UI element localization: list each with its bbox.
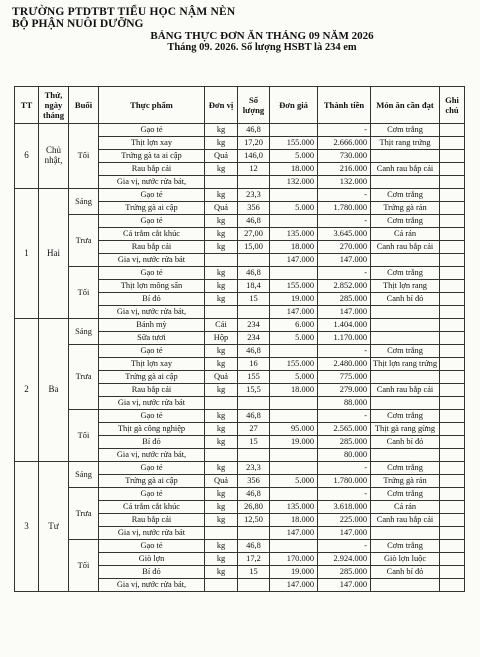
column-header: Món ăn cần đạt xyxy=(371,87,440,124)
column-header: Buổi xyxy=(69,87,99,124)
total-amount: 270.000 xyxy=(318,241,371,254)
unit: Quả xyxy=(205,150,238,163)
note xyxy=(440,501,465,514)
food-item: Thịt lợn mông sấn xyxy=(99,280,205,293)
unit-price: 5.000 xyxy=(270,371,318,384)
unit: kg xyxy=(205,384,238,397)
day-name: Hai xyxy=(39,189,69,319)
school-name: TRƯỜNG PTDTBT TIỂU HỌC NẬM NÈN xyxy=(12,6,236,18)
total-amount: 88.000 xyxy=(318,397,371,410)
note xyxy=(440,384,465,397)
column-header: Ghi chú xyxy=(440,87,465,124)
unit: Quả xyxy=(205,475,238,488)
food-item: Gia vị, nước rửa bát, xyxy=(99,449,205,462)
unit-price: 19.000 xyxy=(270,436,318,449)
quantity: 12,50 xyxy=(238,514,270,527)
total-amount: 147.000 xyxy=(318,306,371,319)
total-amount: 775.000 xyxy=(318,371,371,384)
quantity: 356 xyxy=(238,475,270,488)
food-item: Cá trắm cắt khúc xyxy=(99,228,205,241)
unit-price xyxy=(270,215,318,228)
unit: kg xyxy=(205,566,238,579)
note xyxy=(440,137,465,150)
food-item: Gạo tẻ xyxy=(99,462,205,475)
meal-session: Sáng xyxy=(69,462,99,488)
unit-price: 18.000 xyxy=(270,384,318,397)
unit-price: 147.000 xyxy=(270,527,318,540)
food-item: Rau bắp cải xyxy=(99,241,205,254)
document-header xyxy=(12,6,472,54)
note xyxy=(440,280,465,293)
food-item: Rau bắp cải xyxy=(99,163,205,176)
unit-price xyxy=(270,488,318,501)
unit-price: 135.000 xyxy=(270,228,318,241)
unit xyxy=(205,449,238,462)
note xyxy=(440,462,465,475)
note xyxy=(440,488,465,501)
note xyxy=(440,345,465,358)
unit: kg xyxy=(205,137,238,150)
food-item: Gạo tẻ xyxy=(99,488,205,501)
note xyxy=(440,579,465,592)
quantity: 46,8 xyxy=(238,124,270,137)
quantity xyxy=(238,397,270,410)
meal-session: Tối xyxy=(69,540,99,592)
dish-name xyxy=(371,332,440,345)
unit-price: 19.000 xyxy=(270,293,318,306)
day-number: 6 xyxy=(15,124,39,189)
dish-name: Cơm trắng xyxy=(371,540,440,553)
unit-price: 19.000 xyxy=(270,566,318,579)
unit: kg xyxy=(205,553,238,566)
table-row xyxy=(15,540,465,553)
unit-price: 5.000 xyxy=(270,475,318,488)
table-row xyxy=(15,462,465,475)
menu-table xyxy=(14,86,465,592)
unit-price xyxy=(270,189,318,202)
food-item: Gia vị, nước rửa bát xyxy=(99,527,205,540)
quantity: 234 xyxy=(238,319,270,332)
note xyxy=(440,267,465,280)
table-row xyxy=(15,488,465,501)
note xyxy=(440,540,465,553)
total-amount: - xyxy=(318,215,371,228)
dish-name: Canh rau bắp cải xyxy=(371,514,440,527)
dish-name: Canh bí đỏ xyxy=(371,436,440,449)
unit-price: 18.000 xyxy=(270,241,318,254)
total-amount: 285.000 xyxy=(318,293,371,306)
unit: kg xyxy=(205,345,238,358)
food-item: Bí đỏ xyxy=(99,436,205,449)
day-name: Chủ nhật, xyxy=(39,124,69,189)
quantity: 15 xyxy=(238,566,270,579)
unit-price: 155.000 xyxy=(270,137,318,150)
total-amount: 1.170.000 xyxy=(318,332,371,345)
note xyxy=(440,423,465,436)
unit: kg xyxy=(205,241,238,254)
food-item: Rau bắp cải xyxy=(99,514,205,527)
column-header: Đơn vị xyxy=(205,87,238,124)
food-item: Trứng gà ta ai cập xyxy=(99,150,205,163)
note xyxy=(440,215,465,228)
quantity: 17,20 xyxy=(238,137,270,150)
unit: kg xyxy=(205,267,238,280)
unit: kg xyxy=(205,215,238,228)
food-item: Gia vị, nước rửa bát, xyxy=(99,306,205,319)
food-item: Gạo tẻ xyxy=(99,540,205,553)
unit: kg xyxy=(205,163,238,176)
dish-name: Canh rau bắp cải xyxy=(371,384,440,397)
unit-price xyxy=(270,124,318,137)
note xyxy=(440,163,465,176)
quantity: 46,8 xyxy=(238,488,270,501)
total-amount: 3.645.000 xyxy=(318,228,371,241)
meal-session: Tối xyxy=(69,410,99,462)
quantity xyxy=(238,176,270,189)
dish-name: Cơm trắng xyxy=(371,462,440,475)
column-header: Thành tiền xyxy=(318,87,371,124)
food-item: Bí đỏ xyxy=(99,566,205,579)
unit-price: 155.000 xyxy=(270,358,318,371)
total-amount: - xyxy=(318,124,371,137)
menu-table-body xyxy=(15,124,465,592)
unit-price: 147.000 xyxy=(270,254,318,267)
food-item: Gạo tẻ xyxy=(99,345,205,358)
food-item: Gạo tẻ xyxy=(99,189,205,202)
unit: kg xyxy=(205,410,238,423)
unit: kg xyxy=(205,423,238,436)
unit-price xyxy=(270,462,318,475)
quantity: 15,5 xyxy=(238,384,270,397)
unit xyxy=(205,306,238,319)
food-item: Gia vị, nước rửa bát, xyxy=(99,579,205,592)
meal-session: Trưa xyxy=(69,488,99,540)
quantity: 26,80 xyxy=(238,501,270,514)
dish-name xyxy=(371,371,440,384)
note xyxy=(440,124,465,137)
note xyxy=(440,202,465,215)
day-number: 2 xyxy=(15,319,39,462)
note xyxy=(440,306,465,319)
food-item: Gạo tẻ xyxy=(99,267,205,280)
total-amount: 147.000 xyxy=(318,579,371,592)
dish-name xyxy=(371,150,440,163)
total-amount: 147.000 xyxy=(318,254,371,267)
quantity: 17,2 xyxy=(238,553,270,566)
dish-name: Canh bí đỏ xyxy=(371,293,440,306)
note xyxy=(440,566,465,579)
dish-name xyxy=(371,397,440,410)
total-amount: - xyxy=(318,189,371,202)
quantity: 27 xyxy=(238,423,270,436)
quantity: 46,8 xyxy=(238,267,270,280)
column-header: Thực phẩm xyxy=(99,87,205,124)
dish-name xyxy=(371,254,440,267)
unit-price xyxy=(270,449,318,462)
quantity xyxy=(238,254,270,267)
unit: kg xyxy=(205,540,238,553)
meal-session: Trưa xyxy=(69,215,99,267)
quantity xyxy=(238,579,270,592)
quantity: 18,4 xyxy=(238,280,270,293)
meal-session: Tối xyxy=(69,124,99,189)
note xyxy=(440,449,465,462)
note xyxy=(440,228,465,241)
table-row xyxy=(15,345,465,358)
food-item: Gia vị, nước rửa bát xyxy=(99,254,205,267)
dish-name: Cá rán xyxy=(371,501,440,514)
note xyxy=(440,436,465,449)
unit-price: 18.000 xyxy=(270,514,318,527)
dish-name: Canh rau bắp cải xyxy=(371,163,440,176)
food-item: Thịt lợn xay xyxy=(99,358,205,371)
column-header: Số lượng xyxy=(238,87,270,124)
total-amount: 285.000 xyxy=(318,566,371,579)
dish-name: Cơm trắng xyxy=(371,345,440,358)
quantity: 356 xyxy=(238,202,270,215)
food-item: Rau bắp cải xyxy=(99,384,205,397)
unit-price: 147.000 xyxy=(270,579,318,592)
unit-price xyxy=(270,540,318,553)
note xyxy=(440,397,465,410)
note xyxy=(440,319,465,332)
note xyxy=(440,371,465,384)
total-amount: 1.780.000 xyxy=(318,475,371,488)
unit xyxy=(205,176,238,189)
meal-session: Sáng xyxy=(69,189,99,215)
dish-name xyxy=(371,449,440,462)
food-item: Cá trắm cắt khúc xyxy=(99,501,205,514)
unit-price: 155.000 xyxy=(270,280,318,293)
day-name: Tư xyxy=(39,462,69,592)
unit: kg xyxy=(205,501,238,514)
food-item: Gia vị, nước rửa bát xyxy=(99,397,205,410)
dish-name: Trứng gà rán xyxy=(371,475,440,488)
dish-name: Trứng gà rán xyxy=(371,202,440,215)
unit: kg xyxy=(205,293,238,306)
food-item: Bánh mỳ xyxy=(99,319,205,332)
dish-name: Cơm trắng xyxy=(371,488,440,501)
quantity: 27,00 xyxy=(238,228,270,241)
quantity: 15 xyxy=(238,436,270,449)
table-row xyxy=(15,410,465,423)
note xyxy=(440,514,465,527)
menu-subtitle: Tháng 09. 2026. Số lượng HSBT là 234 em xyxy=(167,42,357,53)
unit-price: 6.000 xyxy=(270,319,318,332)
unit xyxy=(205,579,238,592)
unit: kg xyxy=(205,228,238,241)
unit-price xyxy=(270,397,318,410)
note xyxy=(440,293,465,306)
unit-price: 5.000 xyxy=(270,332,318,345)
dish-name xyxy=(371,319,440,332)
note xyxy=(440,527,465,540)
unit-price xyxy=(270,410,318,423)
total-amount: 3.618.000 xyxy=(318,501,371,514)
food-item: Trứng gà ai cập xyxy=(99,371,205,384)
quantity: 23,3 xyxy=(238,462,270,475)
column-header: Thứ, ngày tháng xyxy=(39,87,69,124)
total-amount: 285.000 xyxy=(318,436,371,449)
total-amount: - xyxy=(318,410,371,423)
dish-name xyxy=(371,176,440,189)
unit-price: 170.000 xyxy=(270,553,318,566)
unit-price: 95.000 xyxy=(270,423,318,436)
dish-name xyxy=(371,527,440,540)
dish-name: Cá rán xyxy=(371,228,440,241)
total-amount: 2.565.000 xyxy=(318,423,371,436)
total-amount: - xyxy=(318,267,371,280)
dish-name: Thịt lợn rang trứng xyxy=(371,358,440,371)
total-amount: 147.000 xyxy=(318,527,371,540)
note xyxy=(440,410,465,423)
dish-name xyxy=(371,579,440,592)
food-item: Thịt lợn xay xyxy=(99,137,205,150)
unit-price: 135.000 xyxy=(270,501,318,514)
total-amount: 132.000 xyxy=(318,176,371,189)
total-amount: 80.000 xyxy=(318,449,371,462)
unit xyxy=(205,527,238,540)
unit-price: 132.000 xyxy=(270,176,318,189)
total-amount: 279.000 xyxy=(318,384,371,397)
unit: Quả xyxy=(205,371,238,384)
menu-title: BẢNG THỰC ĐƠN ĂN THÁNG 09 NĂM 2026 xyxy=(150,30,374,42)
dish-name: Canh bí đỏ xyxy=(371,566,440,579)
column-header: Đơn giá xyxy=(270,87,318,124)
total-amount: 2.924.000 xyxy=(318,553,371,566)
total-amount: 2.666.000 xyxy=(318,137,371,150)
food-item: Giò lợn xyxy=(99,553,205,566)
dish-name: Cơm trắng xyxy=(371,410,440,423)
dish-name: Cơm trắng xyxy=(371,124,440,137)
total-amount: - xyxy=(318,540,371,553)
food-item: Gạo tẻ xyxy=(99,410,205,423)
unit-price: 5.000 xyxy=(270,202,318,215)
note xyxy=(440,189,465,202)
quantity xyxy=(238,527,270,540)
note xyxy=(440,358,465,371)
total-amount: 730.000 xyxy=(318,150,371,163)
meal-session: Trưa xyxy=(69,345,99,410)
dish-name: Cơm trắng xyxy=(371,267,440,280)
total-amount: 225.000 xyxy=(318,514,371,527)
total-amount: 1.404.000 xyxy=(318,319,371,332)
unit: kg xyxy=(205,488,238,501)
unit-price: 18.000 xyxy=(270,163,318,176)
quantity: 46,8 xyxy=(238,345,270,358)
column-header: TT xyxy=(15,87,39,124)
note xyxy=(440,254,465,267)
note xyxy=(440,553,465,566)
unit xyxy=(205,254,238,267)
food-item: Gia vị, nước rửa bát, xyxy=(99,176,205,189)
unit: Cái xyxy=(205,319,238,332)
quantity: 46,8 xyxy=(238,215,270,228)
unit: kg xyxy=(205,462,238,475)
dish-name: Cơm trắng xyxy=(371,215,440,228)
day-number: 1 xyxy=(15,189,39,319)
quantity: 234 xyxy=(238,332,270,345)
quantity: 12 xyxy=(238,163,270,176)
day-name: Ba xyxy=(39,319,69,462)
total-amount: 1.780.000 xyxy=(318,202,371,215)
unit: kg xyxy=(205,124,238,137)
dish-name: Thịt gà rang gừng xyxy=(371,423,440,436)
department-name: BỘ PHẬN NUÔI DƯỠNG xyxy=(12,18,144,30)
food-item: Gạo tẻ xyxy=(99,124,205,137)
day-number: 3 xyxy=(15,462,39,592)
dish-name: Giò lợn luộc xyxy=(371,553,440,566)
unit-price: 5.000 xyxy=(270,150,318,163)
total-amount: 216.000 xyxy=(318,163,371,176)
unit: kg xyxy=(205,436,238,449)
unit: kg xyxy=(205,189,238,202)
dish-name xyxy=(371,306,440,319)
total-amount: - xyxy=(318,345,371,358)
quantity: 15 xyxy=(238,293,270,306)
unit: Hộp xyxy=(205,332,238,345)
table-row xyxy=(15,189,465,202)
food-item: Trứng gà ai cập xyxy=(99,475,205,488)
note xyxy=(440,150,465,163)
food-item: Sữa tươi xyxy=(99,332,205,345)
quantity: 46,8 xyxy=(238,410,270,423)
total-amount: 2.852.000 xyxy=(318,280,371,293)
unit-price xyxy=(270,345,318,358)
dish-name: Thịt rang trứng xyxy=(371,137,440,150)
meal-session: Tối xyxy=(69,267,99,319)
unit-price xyxy=(270,267,318,280)
quantity xyxy=(238,306,270,319)
note xyxy=(440,475,465,488)
unit: kg xyxy=(205,514,238,527)
note xyxy=(440,176,465,189)
food-item: Trứng gà ai cập xyxy=(99,202,205,215)
quantity: 15,00 xyxy=(238,241,270,254)
unit-price: 147.000 xyxy=(270,306,318,319)
quantity: 146,0 xyxy=(238,150,270,163)
dish-name: Cơm trắng xyxy=(371,189,440,202)
unit xyxy=(205,397,238,410)
food-item: Bí đỏ xyxy=(99,293,205,306)
quantity xyxy=(238,449,270,462)
total-amount: 2.480.000 xyxy=(318,358,371,371)
dish-name: Canh rau bắp cải xyxy=(371,241,440,254)
table-header-row xyxy=(15,87,465,124)
quantity: 46,8 xyxy=(238,540,270,553)
quantity: 16 xyxy=(238,358,270,371)
quantity: 155 xyxy=(238,371,270,384)
table-row xyxy=(15,215,465,228)
table-row xyxy=(15,124,465,137)
dish-name: Thịt lợn rang xyxy=(371,280,440,293)
quantity: 23,3 xyxy=(238,189,270,202)
total-amount: - xyxy=(318,488,371,501)
meal-session: Sáng xyxy=(69,319,99,345)
table-row xyxy=(15,319,465,332)
unit: kg xyxy=(205,280,238,293)
unit: Quả xyxy=(205,202,238,215)
note xyxy=(440,241,465,254)
food-item: Gạo tẻ xyxy=(99,215,205,228)
unit: kg xyxy=(205,358,238,371)
note xyxy=(440,332,465,345)
table-row xyxy=(15,267,465,280)
total-amount: - xyxy=(318,462,371,475)
food-item: Thịt gà công nghiệp xyxy=(99,423,205,436)
